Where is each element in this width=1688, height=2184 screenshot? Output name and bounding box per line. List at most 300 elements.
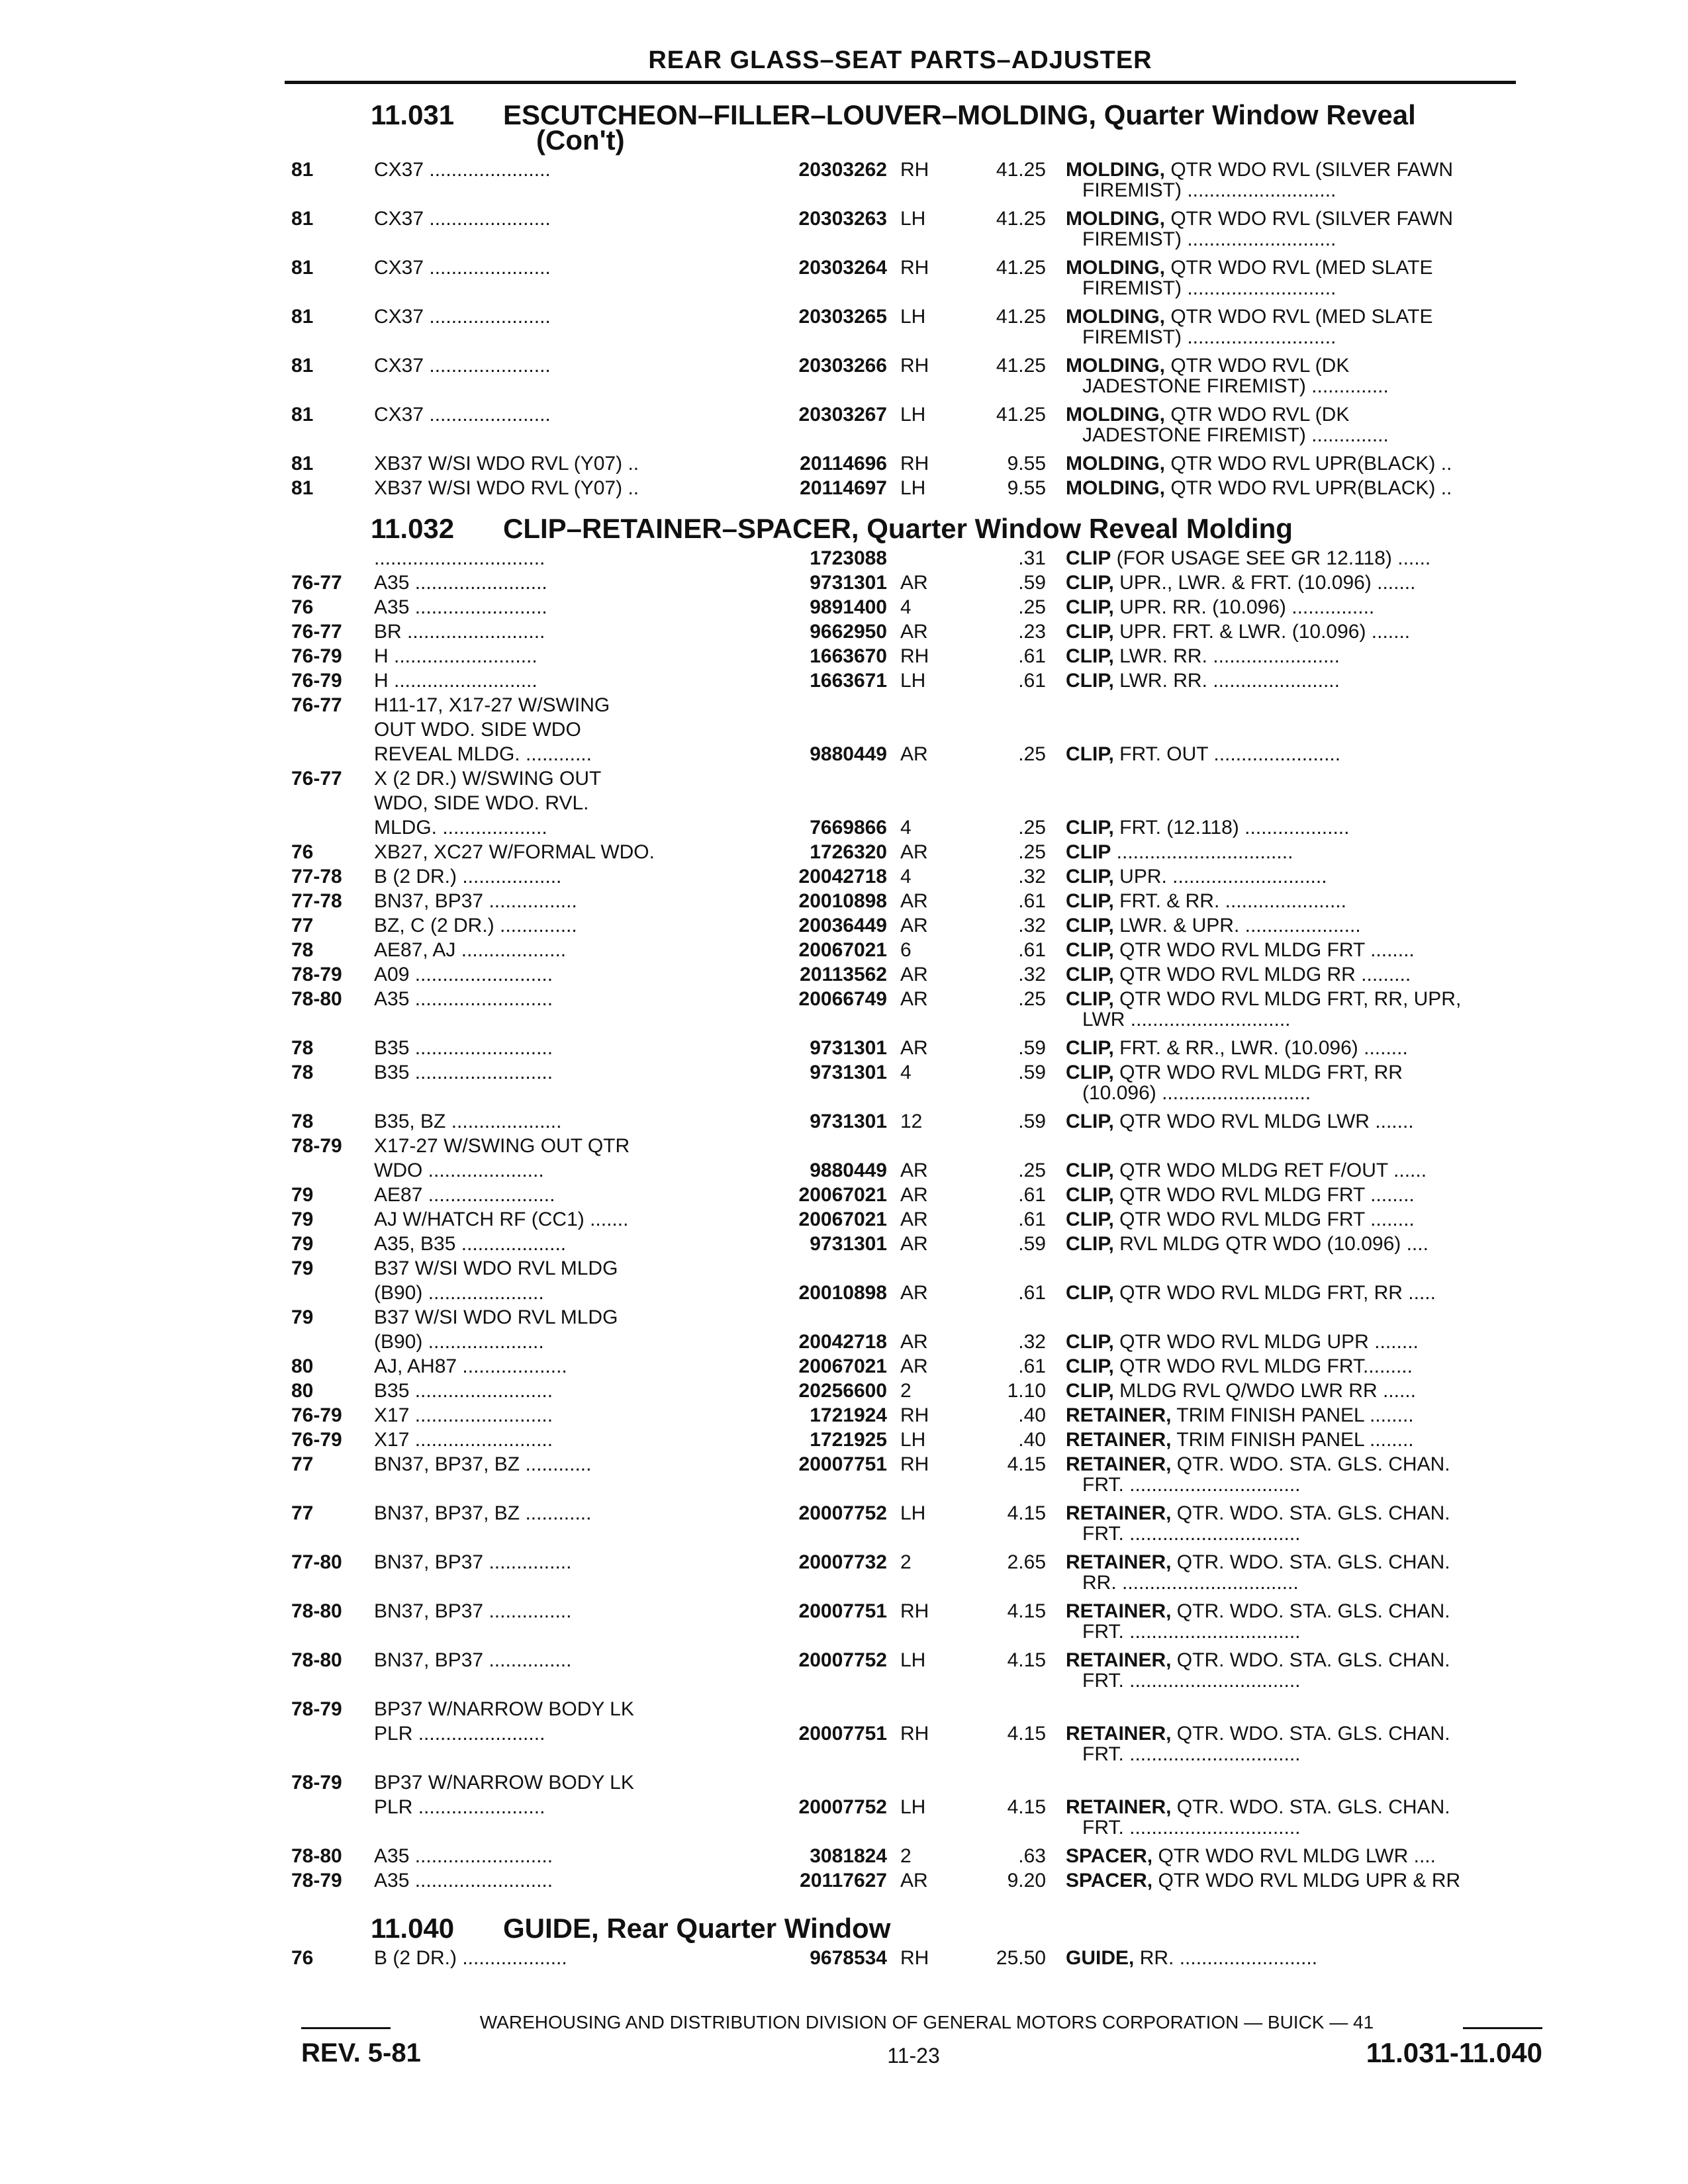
row-quantity: RH [900, 645, 929, 667]
row-description-keyword: CLIP, [1066, 743, 1114, 765]
row-description [1066, 1723, 1529, 1745]
row-description-text: QTR. WDO. STA. GLS. CHAN. [1171, 1551, 1450, 1573]
row-quantity: RH [900, 355, 929, 377]
row-price: .59 [1018, 1233, 1046, 1255]
row-description-text: QTR WDO RVL MLDG FRT, RR [1113, 1062, 1403, 1083]
row-description-keyword: RETAINER, [1066, 1429, 1172, 1451]
row-quantity: 2 [900, 1380, 912, 1402]
row-description-keyword: RETAINER, [1066, 1649, 1172, 1671]
row-quantity: 12 [900, 1111, 923, 1132]
row-description [1066, 1331, 1529, 1353]
row-description-text: QTR WDO RVL MLDG LWR ....... [1113, 1111, 1414, 1132]
row-model: CX37 ...................... [374, 257, 551, 279]
row-description [1066, 621, 1529, 643]
row-quantity: AR [900, 841, 928, 863]
row-price: .59 [1018, 1037, 1046, 1059]
row-years: 77 [291, 1502, 314, 1524]
row-description-text: FRT. & RR. ...................... [1113, 890, 1346, 912]
row-model: X17 ......................... [374, 1404, 553, 1426]
row-model: A35 ......................... [374, 988, 553, 1010]
row-years: 77 [291, 1453, 314, 1475]
row-model: A35 ........................ [374, 596, 547, 618]
row-part-number: 20303265 [798, 306, 887, 328]
row-years: 78-80 [291, 988, 342, 1010]
row-model: B (2 DR.) ................... [374, 1947, 567, 1969]
row-years: 78-79 [291, 1772, 342, 1794]
row-part-number: 9731301 [810, 1111, 887, 1132]
row-price: .61 [1018, 1184, 1046, 1206]
row-part-number: 20010898 [798, 1282, 887, 1304]
row-price: .25 [1018, 817, 1046, 839]
row-model: B (2 DR.) .................. [374, 866, 562, 887]
row-description-text: QTR WDO RVL (MED SLATE [1165, 306, 1433, 328]
row-model: XB37 W/SI WDO RVL (Y07) .. [374, 453, 639, 475]
row-model: BN37, BP37 ............... [374, 1600, 572, 1622]
row-price: 41.25 [996, 306, 1046, 328]
row-description-keyword: CLIP, [1066, 964, 1114, 985]
row-quantity: LH [900, 477, 926, 499]
row-years: 78-79 [291, 1870, 342, 1891]
row-description [1066, 841, 1529, 864]
row-model: BN37, BP37 ................ [374, 890, 577, 912]
row-description [1066, 257, 1529, 279]
row-part-number: 20256600 [798, 1380, 887, 1402]
row-description-keyword: MOLDING, [1066, 404, 1165, 426]
row-description-text: QTR WDO RVL (DK [1165, 355, 1350, 377]
row-price: .25 [1018, 988, 1046, 1010]
row-description-text: FRT. & RR., LWR. (10.096) ........ [1113, 1037, 1408, 1059]
row-description-continued: JADESTONE FIREMIST) .............. [1082, 424, 1389, 446]
row-price: .61 [1018, 645, 1046, 667]
row-description-text: QTR WDO RVL MLDG FRT ........ [1113, 1208, 1415, 1230]
row-description-continued: FIREMIST) ........................... [1082, 277, 1336, 299]
row-model: WDO, SIDE WDO. RVL. [374, 792, 589, 814]
row-model: A35 ......................... [374, 1845, 553, 1867]
row-description-text: UPR. ............................ [1113, 866, 1327, 887]
row-model: CX37 ...................... [374, 159, 551, 181]
row-model: ............................... [374, 547, 545, 569]
row-description-text: QTR WDO MLDG RET F/OUT ...... [1113, 1160, 1427, 1181]
row-price: .23 [1018, 621, 1046, 643]
row-quantity: AR [900, 1184, 928, 1206]
row-description-text: QTR WDO RVL (MED SLATE [1165, 257, 1433, 279]
row-description-keyword: MOLDING, [1066, 159, 1165, 181]
row-description-keyword: SPACER, [1066, 1845, 1153, 1867]
row-description-keyword: CLIP, [1066, 1380, 1114, 1402]
row-price: 4.15 [1007, 1502, 1046, 1524]
row-description-text: QTR WDO RVL MLDG FRT ........ [1113, 939, 1415, 961]
row-part-number: 20303267 [798, 404, 887, 426]
row-price: 9.20 [1007, 1870, 1046, 1891]
row-description-keyword: CLIP, [1066, 939, 1114, 961]
row-part-number: 20010898 [798, 890, 887, 912]
row-price: 2.65 [1007, 1551, 1046, 1573]
row-price: 41.25 [996, 159, 1046, 181]
row-price: .31 [1018, 547, 1046, 569]
row-quantity: AR [900, 890, 928, 912]
row-quantity: AR [900, 1037, 928, 1059]
row-description [1066, 1355, 1529, 1378]
row-years: 77-78 [291, 866, 342, 887]
row-quantity: LH [900, 1649, 926, 1671]
row-description-keyword: CLIP, [1066, 890, 1114, 912]
row-description-text: (FOR USAGE SEE GR 12.118) ...... [1111, 547, 1431, 569]
row-description-keyword: CLIP, [1066, 1037, 1114, 1059]
section-heading [371, 1913, 890, 1944]
section-title: GUIDE, Rear Quarter Window [503, 1913, 891, 1944]
row-description [1066, 1649, 1529, 1672]
row-description-text: LWR. RR. ....................... [1113, 645, 1340, 667]
row-price: .63 [1018, 1845, 1046, 1867]
row-price: .61 [1018, 890, 1046, 912]
footer-rule-left [301, 2027, 391, 2029]
row-description-continued: FIREMIST) ........................... [1082, 179, 1336, 201]
row-description-text: QTR WDO RVL (SILVER FAWN [1165, 159, 1454, 181]
row-description-continued: FRT. ............................... [1082, 1474, 1301, 1496]
row-description [1066, 1551, 1529, 1574]
row-part-number: 9662950 [810, 621, 887, 643]
row-part-number: 1723088 [810, 547, 887, 569]
row-description-keyword: RETAINER, [1066, 1600, 1172, 1622]
row-years: 81 [291, 477, 314, 499]
row-years: 79 [291, 1233, 314, 1255]
row-quantity: LH [900, 670, 926, 692]
row-price: .59 [1018, 1111, 1046, 1132]
row-quantity: AR [900, 1355, 928, 1377]
row-years: 77-78 [291, 890, 342, 912]
row-price: .32 [1018, 1331, 1046, 1353]
footer-rule-right [1463, 2027, 1542, 2029]
row-description-keyword: MOLDING, [1066, 477, 1165, 499]
row-description-text: RR. ......................... [1134, 1947, 1318, 1969]
row-part-number: 20042718 [798, 1331, 887, 1353]
row-model: X (2 DR.) W/SWING OUT [374, 768, 602, 790]
row-description-keyword: CLIP, [1066, 1160, 1114, 1181]
row-part-number: 9880449 [810, 743, 887, 765]
row-description-keyword: CLIP, [1066, 1208, 1114, 1230]
row-description [1066, 477, 1529, 500]
row-model: BP37 W/NARROW BODY LK [374, 1772, 634, 1794]
row-part-number: 20303266 [798, 355, 887, 377]
row-description-keyword: CLIP, [1066, 1355, 1114, 1377]
row-years: 76 [291, 1947, 314, 1969]
row-price: 1.10 [1007, 1380, 1046, 1402]
row-part-number: 9678534 [810, 1947, 887, 1969]
row-years: 80 [291, 1355, 314, 1377]
row-years: 81 [291, 453, 314, 475]
row-description-continued: RR. ................................ [1082, 1572, 1299, 1594]
row-price: .32 [1018, 866, 1046, 887]
row-description [1066, 547, 1529, 570]
row-description [1066, 453, 1529, 475]
row-part-number: 9731301 [810, 1037, 887, 1059]
row-description-text: UPR. FRT. & LWR. (10.096) ....... [1113, 621, 1411, 643]
row-description-text: QTR WDO RVL UPR(BLACK) .. [1165, 477, 1452, 499]
row-description-continued: FIREMIST) ........................... [1082, 326, 1336, 348]
footer-revision: REV. 5-81 [301, 2038, 421, 2068]
row-years: 79 [291, 1184, 314, 1206]
row-years: 76-79 [291, 670, 342, 692]
row-part-number: 20303263 [798, 208, 887, 230]
row-quantity: RH [900, 1404, 929, 1426]
row-price: .59 [1018, 572, 1046, 594]
row-years: 76-77 [291, 768, 342, 790]
row-model: OUT WDO. SIDE WDO [374, 719, 581, 741]
row-description-keyword: CLIP, [1066, 1184, 1114, 1206]
row-description-keyword: MOLDING, [1066, 355, 1165, 377]
row-price: 9.55 [1007, 477, 1046, 499]
row-description-keyword: CLIP [1066, 841, 1111, 863]
row-description-text: QTR WDO RVL (DK [1165, 404, 1350, 426]
row-description [1066, 208, 1529, 230]
row-model: H .......................... [374, 645, 538, 667]
row-description-text: QTR WDO RVL UPR(BLACK) .. [1165, 453, 1452, 475]
row-description-text: UPR., LWR. & FRT. (10.096) ....... [1113, 572, 1416, 594]
row-quantity: LH [900, 1502, 926, 1524]
row-description [1066, 964, 1529, 986]
row-description-text: LWR. & UPR. ..................... [1113, 915, 1361, 936]
row-description [1066, 1947, 1529, 1970]
row-description-text: QTR WDO RVL MLDG FRT ........ [1113, 1184, 1415, 1206]
row-description [1066, 404, 1529, 426]
header-rule [285, 81, 1516, 84]
row-model: WDO ..................... [374, 1160, 544, 1181]
row-model: H .......................... [374, 670, 538, 692]
row-description-keyword: CLIP, [1066, 1062, 1114, 1083]
row-model: B37 W/SI WDO RVL MLDG [374, 1257, 618, 1279]
row-quantity: AR [900, 572, 928, 594]
row-model: BP37 W/NARROW BODY LK [374, 1698, 634, 1720]
row-part-number: 20007751 [798, 1723, 887, 1745]
row-years: 76 [291, 596, 314, 618]
row-description-text: QTR WDO RVL MLDG FRT......... [1113, 1355, 1413, 1377]
row-years: 78 [291, 1037, 314, 1059]
row-description [1066, 670, 1529, 692]
row-description-keyword: RETAINER, [1066, 1551, 1172, 1573]
row-price: .61 [1018, 939, 1046, 961]
row-description-text: QTR WDO RVL (SILVER FAWN [1165, 208, 1454, 230]
row-part-number: 20036449 [798, 915, 887, 936]
row-model: X17 ......................... [374, 1429, 553, 1451]
row-description [1066, 355, 1529, 377]
row-quantity: LH [900, 306, 926, 328]
row-description [1066, 743, 1529, 766]
row-years: 78-80 [291, 1600, 342, 1622]
row-description-keyword: SPACER, [1066, 1870, 1153, 1891]
row-description-keyword: RETAINER, [1066, 1453, 1172, 1475]
row-description-text: QTR. WDO. STA. GLS. CHAN. [1171, 1796, 1450, 1818]
row-price: 4.15 [1007, 1649, 1046, 1671]
row-description [1066, 1233, 1529, 1255]
row-price: .59 [1018, 1062, 1046, 1083]
row-quantity: AR [900, 915, 928, 936]
row-price: 4.15 [1007, 1453, 1046, 1475]
row-price: .61 [1018, 1355, 1046, 1377]
row-description-text: FRT. OUT ....................... [1113, 743, 1341, 765]
row-description [1066, 1404, 1529, 1427]
row-years: 80 [291, 1380, 314, 1402]
row-description-continued: JADESTONE FIREMIST) .............. [1082, 375, 1389, 397]
row-years: 78-80 [291, 1649, 342, 1671]
row-years: 81 [291, 404, 314, 426]
row-description-text: RVL MLDG QTR WDO (10.096) .... [1113, 1233, 1429, 1255]
row-description [1066, 1453, 1529, 1476]
row-quantity: 4 [900, 596, 912, 618]
row-part-number: 20117627 [800, 1870, 887, 1891]
row-part-number: 7669866 [810, 817, 887, 839]
row-quantity: RH [900, 453, 929, 475]
row-description [1066, 572, 1529, 594]
row-description [1066, 988, 1529, 1011]
row-description-keyword: MOLDING, [1066, 257, 1165, 279]
row-model: BN37, BP37, BZ ............ [374, 1453, 592, 1475]
row-description-text: QTR WDO RVL MLDG RR ......... [1113, 964, 1411, 985]
row-model: BN37, BP37, BZ ............ [374, 1502, 592, 1524]
row-description-text: QTR WDO RVL MLDG LWR .... [1152, 1845, 1436, 1867]
row-model: A09 ......................... [374, 964, 553, 985]
row-quantity: AR [900, 1282, 928, 1304]
row-description-text: QTR. WDO. STA. GLS. CHAN. [1171, 1649, 1450, 1671]
row-description-text: TRIM FINISH PANEL ........ [1171, 1429, 1414, 1451]
row-description-text: QTR WDO RVL MLDG UPR & RR [1152, 1870, 1461, 1891]
row-years: 81 [291, 306, 314, 328]
row-quantity: RH [900, 159, 929, 181]
row-model: MLDG. ................... [374, 817, 547, 839]
row-part-number: 1663671 [810, 670, 887, 692]
section-heading [371, 513, 1293, 545]
row-part-number: 20007752 [798, 1649, 887, 1671]
row-description [1066, 1429, 1529, 1451]
row-description-keyword: CLIP, [1066, 866, 1114, 887]
section-heading-continued: (Con't) [536, 124, 625, 156]
row-model: REVEAL MLDG. ............ [374, 743, 592, 765]
row-description-text: LWR. RR. ....................... [1113, 670, 1340, 692]
row-quantity: 4 [900, 817, 912, 839]
row-description [1066, 1160, 1529, 1182]
row-model: BN37, BP37 ............... [374, 1649, 572, 1671]
row-model: (B90) ..................... [374, 1282, 544, 1304]
row-description [1066, 890, 1529, 913]
row-description-keyword: CLIP, [1066, 1233, 1114, 1255]
section-title: ESCUTCHEON–FILLER–LOUVER–MOLDING, Quarter Window Reveal [503, 99, 1416, 130]
row-quantity: AR [900, 1870, 928, 1891]
section-number: 11.032 [371, 513, 455, 544]
row-description-keyword: CLIP, [1066, 817, 1114, 839]
row-part-number: 20042718 [798, 866, 887, 887]
row-quantity: RH [900, 1600, 929, 1622]
row-price: 41.25 [996, 208, 1046, 230]
row-description-keyword: RETAINER, [1066, 1796, 1172, 1818]
row-years: 78-80 [291, 1845, 342, 1867]
row-description [1066, 1282, 1529, 1304]
row-part-number: 3081824 [810, 1845, 887, 1867]
row-years: 76-79 [291, 645, 342, 667]
row-description-keyword: RETAINER, [1066, 1723, 1172, 1745]
row-description [1066, 1380, 1529, 1402]
row-years: 78-79 [291, 964, 342, 985]
row-years: 78 [291, 939, 314, 961]
row-part-number: 1721925 [810, 1429, 887, 1451]
row-part-number: 20066749 [798, 988, 887, 1010]
row-years: 78 [291, 1062, 314, 1083]
row-years: 76-77 [291, 621, 342, 643]
row-model: BR ......................... [374, 621, 545, 643]
row-years: 78-79 [291, 1698, 342, 1720]
row-quantity: RH [900, 1723, 929, 1745]
row-price: .25 [1018, 743, 1046, 765]
row-price: .61 [1018, 1208, 1046, 1230]
row-description [1066, 939, 1529, 962]
row-description-keyword: GUIDE, [1066, 1947, 1135, 1969]
row-description [1066, 1870, 1529, 1892]
row-description [1066, 1845, 1529, 1868]
row-quantity: AR [900, 988, 928, 1010]
row-price: .40 [1018, 1404, 1046, 1426]
row-quantity: AR [900, 1331, 928, 1353]
row-price: 25.50 [996, 1947, 1046, 1969]
row-model: B35 ......................... [374, 1380, 553, 1402]
row-price: .32 [1018, 915, 1046, 936]
row-model: A35, B35 ................... [374, 1233, 567, 1255]
row-model: B35, BZ .................... [374, 1111, 562, 1132]
row-part-number: 20067021 [798, 1355, 887, 1377]
row-model: B35 ......................... [374, 1062, 553, 1083]
row-quantity: AR [900, 1233, 928, 1255]
row-part-number: 9880449 [810, 1160, 887, 1181]
row-description-keyword: CLIP, [1066, 621, 1114, 643]
row-part-number: 20007751 [798, 1453, 887, 1475]
row-quantity: LH [900, 1796, 926, 1818]
row-part-number: 20067021 [798, 939, 887, 961]
row-quantity: AR [900, 621, 928, 643]
row-description-keyword: CLIP [1066, 547, 1111, 569]
row-description-keyword: CLIP, [1066, 596, 1114, 618]
row-years: 79 [291, 1306, 314, 1328]
row-description-text: QTR. WDO. STA. GLS. CHAN. [1171, 1453, 1450, 1475]
row-price: .61 [1018, 1282, 1046, 1304]
row-price: .61 [1018, 670, 1046, 692]
row-part-number: 20067021 [798, 1184, 887, 1206]
row-quantity: RH [900, 1453, 929, 1475]
row-description [1066, 1208, 1529, 1231]
row-quantity: 4 [900, 866, 912, 887]
row-description-continued: FRT. ............................... [1082, 1817, 1301, 1839]
row-model: PLR ....................... [374, 1723, 545, 1745]
row-quantity: 2 [900, 1845, 912, 1867]
footer-group-range: 11.031-11.040 [1366, 2037, 1542, 2068]
row-part-number: 20303262 [798, 159, 887, 181]
row-part-number: 1663670 [810, 645, 887, 667]
row-description-continued: FIREMIST) ........................... [1082, 228, 1336, 250]
row-description [1066, 1600, 1529, 1623]
row-description [1066, 645, 1529, 668]
row-price: 41.25 [996, 355, 1046, 377]
row-years: 76-79 [291, 1404, 342, 1426]
row-price: 4.15 [1007, 1796, 1046, 1818]
section-number: 11.040 [371, 1913, 455, 1944]
row-years: 76-77 [291, 572, 342, 594]
row-part-number: 20113562 [800, 964, 887, 985]
row-quantity: 6 [900, 939, 912, 961]
row-part-number: 1721924 [810, 1404, 887, 1426]
row-part-number: 9731301 [810, 572, 887, 594]
row-model: H11-17, X17-27 W/SWING [374, 694, 610, 716]
row-quantity: LH [900, 208, 926, 230]
row-model: CX37 ...................... [374, 404, 551, 426]
row-model: BN37, BP37 ............... [374, 1551, 572, 1573]
row-description-keyword: CLIP, [1066, 915, 1114, 936]
row-quantity: LH [900, 404, 926, 426]
